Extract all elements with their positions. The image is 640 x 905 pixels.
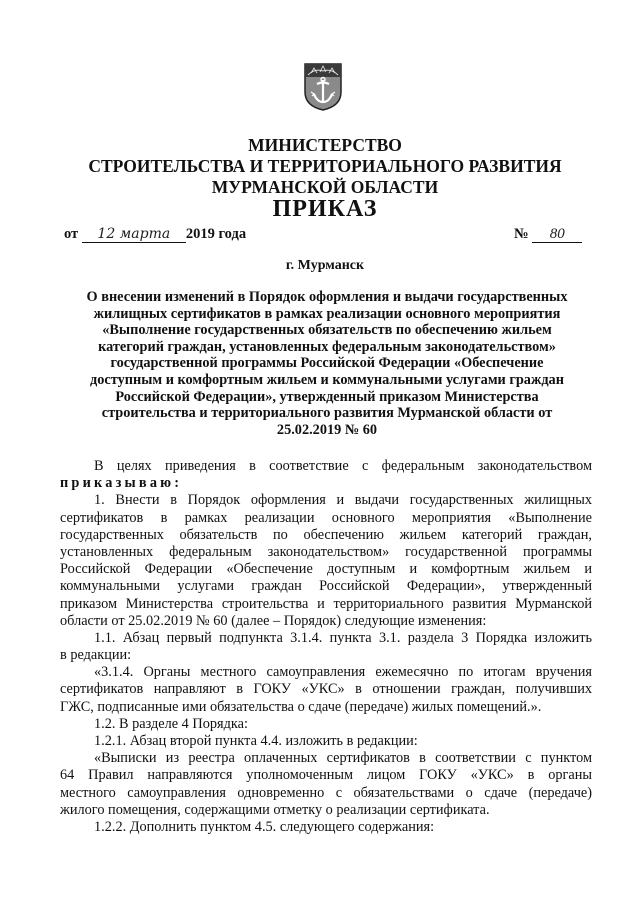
date-suffix: 2019 года [185,226,247,242]
body-line: 1.2.2. Дополнить пунктом 4.5. следующего содержания: [94,818,435,835]
number-handwritten: 80 [532,226,582,243]
body-line: местного самоуправления одновременно с обязательствами о сдаче (передаче) [60,784,592,801]
subject-line: государственной программы Российской Федерации «Обеспечение [110,355,544,372]
order-title: ПРИКАЗ [272,196,378,222]
body-line: государственных обязательств по обеспечению жильем категорий граждан, [60,526,592,543]
body-line: ГЖС, подписанные ими обязательства о сдаче (передаче) жилых помещений.». [60,698,542,715]
body-line: 64 Правил направляются уполномоченным лицом ГОКУ «УКС» в органы [60,767,592,784]
body-line: приказом Министерства строительства и территориального развития Мурманской [60,595,592,612]
body-line: области от 25.02.2019 № 60 (далее – Порядок) следующие изменения: [60,612,487,629]
body-line: 1. Внести в Порядок оформления и выдачи государственных жилищных [94,492,592,509]
subject-line: категорий граждан, установленных федеральным законодательством» [98,338,556,355]
body-line: сертификатов направляют в ГОКУ «УКС» в отношении граждан, получивших [60,681,592,698]
date-handwritten: 12 марта [82,226,186,243]
body-line: Российской Федерации «Обеспечение доступным и комфортным жильем и [60,561,592,578]
body-line-decree-word: приказываю: [60,475,183,492]
order-number [514,226,582,243]
body-line: установленных федеральным законодательством» государственной программы [60,543,592,560]
ministry-line: МУРМАНСКОЙ ОБЛАСТИ [211,177,439,197]
subject-line: О внесении изменений в Порядок оформления и выдачи государственных [86,289,568,305]
ministry-line: СТРОИТЕЛЬСТВА И ТЕРРИТОРИАЛЬНОГО РАЗВИТИЯ [88,156,562,176]
coat-of-arms-emblem [303,62,343,112]
order-body [60,458,592,836]
body-line: «3.1.4. Органы местного самоуправления ежемесячно по итогам вручения [94,664,592,681]
subject-line: Российской Федерации», утвержденный приказом Министерства [115,388,539,405]
body-line: В целях приведения в соответствие с федеральным законодательством [94,458,592,474]
ministry-line: МИНИСТЕРСТВО [248,135,402,155]
body-line: «Выписки из реестра оплаченных сертификатов в соответствии с пунктом [94,750,592,767]
body-line: 1.2. В разделе 4 Порядка: [94,715,248,732]
body-line: в редакции: [60,647,132,664]
subject-line: 25.02.2019 № 60 [276,421,378,438]
body-line: 1.1. Абзац первый подпункта 3.1.4. пункта 3.1. раздела 3 Порядка изложить [94,629,592,646]
body-line: жилого помещения, содержащими отметку о реализации сертификата. [60,801,490,818]
order-date [64,226,246,243]
subject-line: строительства и территориального развития Мурманской области от [101,405,553,422]
body-line: сертификатов в рамках реализации основного мероприятия «Выполнение [60,509,592,526]
subject-line: «Выполнение государственных обязательств по обеспечению жильем [102,322,552,339]
ministry-heading [40,135,610,198]
order-subject [62,289,592,438]
order-city: г. Мурманск [285,258,365,273]
subject-line: жилищных сертификатов в рамках реализации основного мероприятия [93,305,561,322]
number-label: № [514,226,529,242]
date-prefix: от [64,226,79,242]
subject-line: доступным и комфортным жильем и коммунальными услугами граждан [90,371,564,388]
body-line: коммунальными услугами граждан Российской Федерации», утвержденный [60,578,592,595]
body-line: 1.2.1. Абзац второй пункта 4.4. изложить в редакции: [94,733,418,749]
